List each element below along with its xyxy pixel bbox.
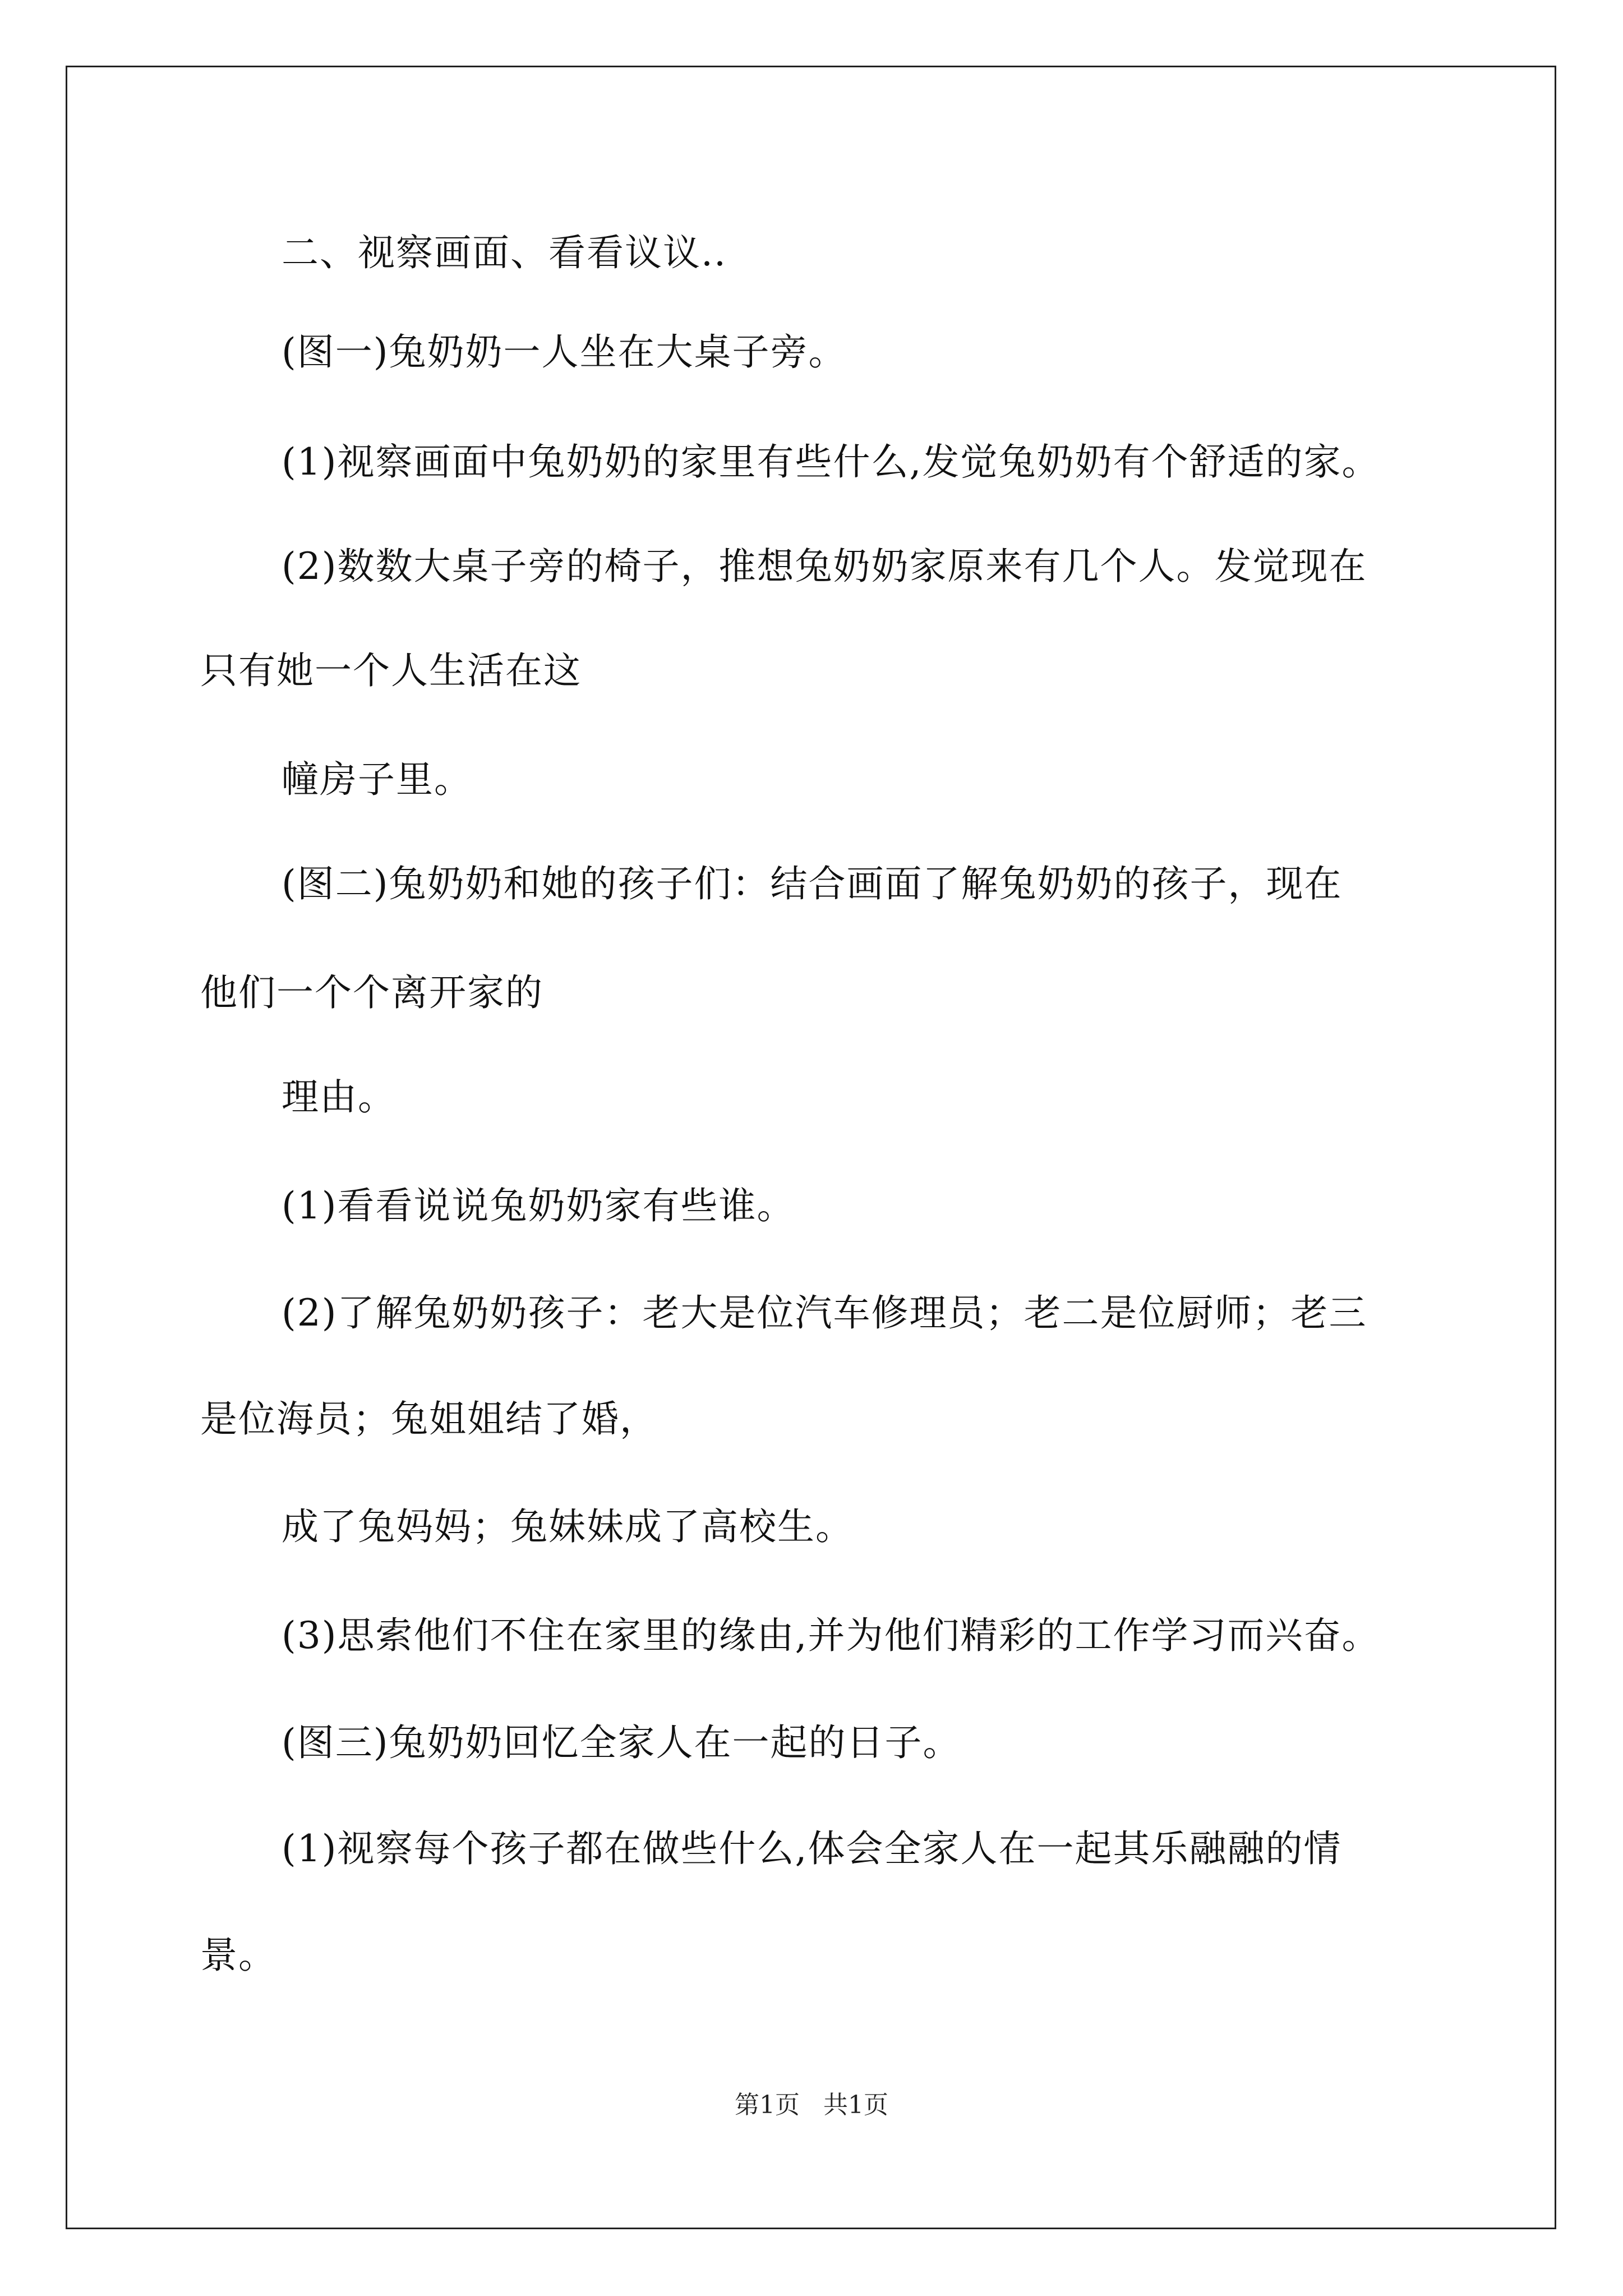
text-line: (2)数数大桌子旁的椅子，推想兔奶奶家原来有几个人。发觉现在 (282, 545, 1367, 588)
text-line: 二、视察画面、看看议议.. (282, 231, 727, 274)
text-line: (图三)兔奶奶回忆全家人在一起的日子。 (282, 1721, 961, 1764)
text-line: 只有她一个人生活在这 (200, 649, 582, 692)
text-line: 理由。 (282, 1075, 396, 1119)
text-line: 是位海员；兔姐姐结了婚， (200, 1397, 658, 1441)
text-line: (图二)兔奶奶和她的孩子们：结合画面了解兔奶奶的孩子，现在 (282, 862, 1343, 905)
page-border (66, 66, 1556, 2229)
text-line: (1)看看说说兔奶奶家有些谁。 (282, 1184, 795, 1227)
text-line: (1)视察画面中兔奶奶的家里有些什么,发觉兔奶奶有个舒适的家。 (282, 440, 1380, 484)
text-line: (3)思索他们不住在家里的缘由,并为他们精彩的工作学习而兴奋。 (282, 1614, 1380, 1657)
text-line: (2)了解兔奶奶孩子：老大是位汽车修理员；老二是位厨师；老三 (282, 1291, 1367, 1335)
text-line: 成了兔妈妈；兔妹妹成了高校生。 (282, 1505, 854, 1548)
text-line: 景。 (200, 1934, 276, 1977)
text-line: 他们一个个离开家的 (200, 971, 543, 1014)
text-line: 幢房子里。 (282, 758, 472, 801)
page-number-footer: 第1页 共1页 (735, 2091, 888, 2119)
text-line: (1)视察每个孩子都在做些什么,体会全家人在一起其乐融融的情 (282, 1827, 1342, 1870)
text-line: (图一)兔奶奶一人坐在大桌子旁。 (282, 330, 847, 374)
